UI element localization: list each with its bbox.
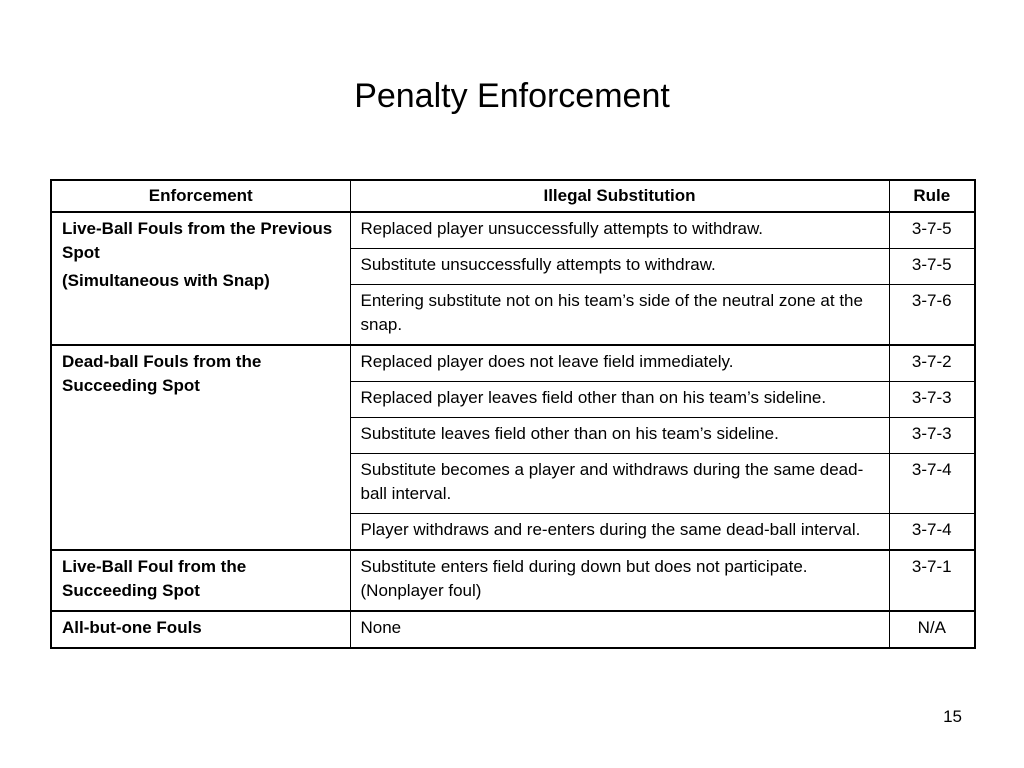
enforcement-note: (Simultaneous with Snap)	[62, 271, 270, 290]
rule-reference: 3-7-4	[889, 514, 975, 551]
substitution-description: Substitute unsuccessfully attempts to withdraw.	[350, 249, 889, 285]
substitution-description: Replaced player unsuccessfully attempts to withdraw.	[350, 212, 889, 249]
table-row	[51, 212, 975, 249]
enforcement-label: Live-Ball Foul from the Succeeding Spot	[62, 557, 247, 600]
table-row	[51, 611, 975, 648]
header-illegal-substitution: Illegal Substitution	[350, 180, 889, 212]
substitution-description: Substitute enters field during down but does not participate. (Nonplayer foul)	[350, 550, 889, 611]
header-enforcement: Enforcement	[51, 180, 350, 212]
substitution-description: Replaced player does not leave field immediately.	[350, 345, 889, 382]
rule-reference: 3-7-3	[889, 382, 975, 418]
enforcement-cell	[51, 345, 350, 550]
rule-reference: 3-7-4	[889, 454, 975, 514]
rule-reference: 3-7-5	[889, 212, 975, 249]
enforcement-cell	[51, 611, 350, 648]
rule-reference: 3-7-6	[889, 285, 975, 346]
substitution-description: Substitute becomes a player and withdraws during the same dead-ball interval.	[350, 454, 889, 514]
table-row	[51, 345, 975, 382]
enforcement-label: Live-Ball Fouls from the Previous Spot	[62, 219, 333, 262]
slide-title: Penalty Enforcement	[354, 77, 670, 115]
rule-reference: 3-7-3	[889, 418, 975, 454]
rule-reference: 3-7-1	[889, 550, 975, 611]
penalty-enforcement-table	[50, 179, 976, 649]
enforcement-cell	[51, 212, 350, 345]
table-row	[51, 550, 975, 611]
substitution-description: None	[350, 611, 889, 648]
enforcement-label: Dead-ball Fouls from the Succeeding Spot	[62, 352, 262, 395]
substitution-description: Replaced player leaves field other than on his team’s sideline.	[350, 382, 889, 418]
rule-reference: N/A	[889, 611, 975, 648]
substitution-description: Entering substitute not on his team’s side of the neutral zone at the snap.	[350, 285, 889, 346]
table-header-row	[51, 180, 975, 212]
enforcement-cell	[51, 550, 350, 611]
page-number: 15	[943, 707, 962, 726]
rule-reference: 3-7-5	[889, 249, 975, 285]
enforcement-label: All-but-one Fouls	[62, 618, 202, 637]
rule-reference: 3-7-2	[889, 345, 975, 382]
header-rule: Rule	[889, 180, 975, 212]
substitution-description: Substitute leaves field other than on his team’s sideline.	[350, 418, 889, 454]
substitution-description: Player withdraws and re-enters during the same dead-ball interval.	[350, 514, 889, 551]
